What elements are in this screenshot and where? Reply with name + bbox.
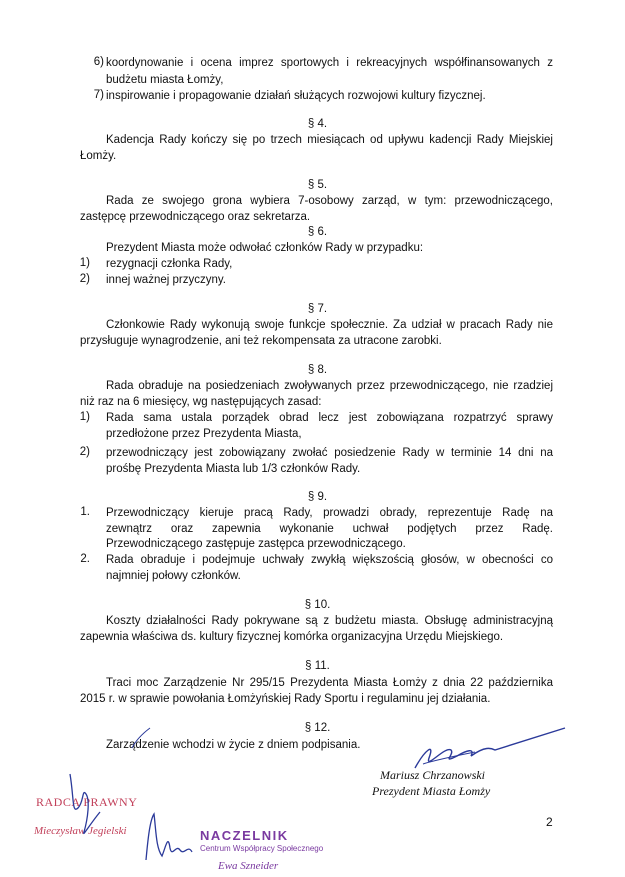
- paragraph-line: Rada obraduje na posiedzeniach zwoływanych przez przewodniczącego, nie rzadziej: [106, 380, 553, 392]
- list-number: 1.: [80, 506, 90, 518]
- list-number: 2.: [80, 553, 90, 565]
- list-number: 2): [79, 446, 90, 458]
- section-heading: § 8.: [307, 364, 328, 376]
- section-heading: § 10.: [304, 599, 331, 611]
- section-heading: § 12.: [304, 722, 331, 734]
- paragraph-line: 2015 r. w sprawie powołania Łomżyńskiej Rady Sportu i regulaminu jej działania.: [80, 693, 491, 705]
- handwritten-mark: [128, 726, 158, 750]
- list-item-text: Przewodniczący kieruje pracą Rady, prowadzi obrady, reprezentuje Radę na: [106, 507, 553, 519]
- paragraph-line: Łomży.: [80, 150, 117, 162]
- list-number: 1): [79, 257, 90, 269]
- list-item-text: przedłożone przez Prezydenta Miasta,: [106, 428, 302, 440]
- stamp-title: RADCA PRAWNY: [36, 795, 138, 809]
- list-number: 7): [93, 89, 104, 101]
- paragraph-line: Koszty działalności Rady pokrywane są z budżetu miasta. Obsługę administracyjną: [106, 615, 553, 627]
- paragraph-line: Rada ze swojego grona wybiera 7-osobowy zarząd, w tym: przewodniczącego,: [106, 195, 553, 207]
- section-heading: § 4.: [307, 118, 328, 130]
- list-number: 2): [79, 273, 90, 285]
- signatory-name: Mariusz Chrzanowski: [380, 768, 486, 782]
- list-item-text: prośbę Prezydenta Miasta lub 1/3 członków Rady.: [106, 463, 361, 475]
- list-item-text: inspirowanie i propagowanie działań służących rozwojowi kultury fizycznej.: [106, 90, 486, 102]
- section-heading: § 9.: [307, 491, 328, 503]
- paragraph-line: Kadencja Rady kończy się po trzech miesiącach od upływu kadencji Rady Miejskiej: [106, 134, 553, 146]
- paragraph-line: przysługuje wynagrodzenie, ani też rekompensata za utracone zarobki.: [80, 335, 442, 347]
- list-item-text: przewodniczący jest zobowiązany zwołać posiedzenie Rady w terminie 14 dni na: [106, 447, 553, 459]
- list-number: 1): [79, 411, 90, 423]
- paragraph-line: Prezydent Miasta może odwołać członków Rady w przypadku:: [106, 242, 424, 254]
- legal-advisor-signature: [60, 768, 110, 842]
- paragraph-line: zastępcę przewodniczącego oraz sekretarza.: [80, 211, 311, 223]
- paragraph-line: zapewnia właściwa ds. kultury fizycznej komórka organizacyjna Urzędu Miejskiego.: [80, 631, 504, 643]
- paragraph-line: Członkowie Rady wykonują swoje funkcje społecznie. Za udział w pracach Rady nie: [106, 319, 553, 331]
- paragraph-line: Zarządzenie wchodzi w życie z dniem podpisania.: [106, 739, 361, 751]
- stamp-name: Ewa Szneider: [218, 860, 279, 872]
- list-item-text: najmniej połowy członków.: [106, 570, 241, 582]
- list-number: 6): [93, 56, 104, 68]
- list-item-text: Rada obraduje i podejmuje uchwały zwykłą większością głosów, w obecności co: [106, 554, 553, 566]
- page-number: 2: [546, 815, 553, 829]
- list-item-text: koordynowanie i ocena imprez sportowych i rekreacyjnych współfinansowanych z: [106, 57, 553, 69]
- signatory-title: Prezydent Miasta Łomży: [372, 784, 491, 798]
- paragraph-line: niż raz na 6 miesięcy, wg następujących zasad:: [80, 396, 322, 408]
- section-heading: § 11.: [305, 660, 330, 672]
- list-item-text: Przewodniczącego zastępuje zastępca przewodniczącego.: [106, 538, 406, 550]
- list-item-text: Rada sama ustala porządek obrad lecz jest zobowiązana rozpatrzyć sprawy: [106, 412, 553, 424]
- stamp-subtitle: Centrum Współpracy Społecznego: [200, 844, 324, 853]
- section-heading: § 7.: [307, 303, 328, 315]
- section-heading: § 6.: [307, 226, 328, 238]
- paragraph-line: Traci moc Zarządzenie Nr 295/15 Prezydenta Miasta Łomży z dnia 22 października: [106, 677, 553, 689]
- list-item-text: innej ważnej przyczyny.: [106, 274, 226, 286]
- stamp-name: Mieczysław Jegielski: [34, 825, 127, 837]
- naczelnik-signature: [140, 808, 202, 868]
- list-item-text: rezygnacji członka Rady,: [106, 258, 233, 270]
- stamp-title: NACZELNIK: [200, 828, 289, 843]
- section-heading: § 5.: [307, 179, 328, 191]
- list-item-text: budżetu miasta Łomży,: [106, 74, 224, 86]
- list-item-text: zewnątrz oraz zapewnia wykonanie uchwał podjętych przez Radę.: [106, 523, 553, 535]
